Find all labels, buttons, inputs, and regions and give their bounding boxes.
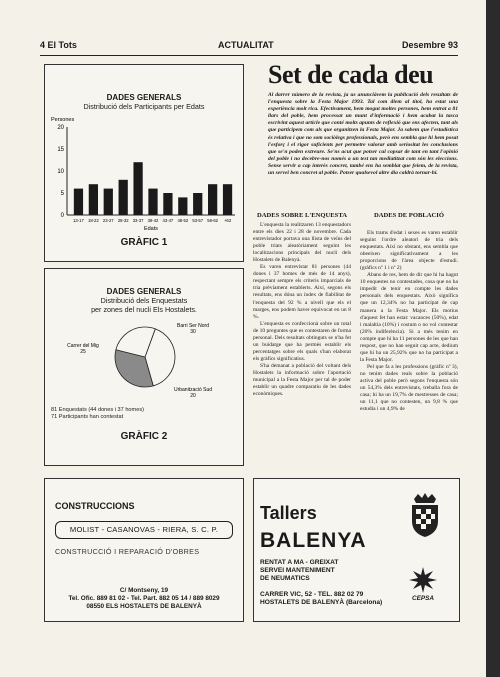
chart1-bar — [208, 184, 217, 215]
chart1-x-tick-label: 43-47 — [162, 218, 174, 223]
section-title: ACTUALITAT — [218, 40, 274, 50]
chart2-slice-label: Barri Ser Nord 30 — [177, 323, 209, 335]
ad2-title-2: BALENYA — [260, 529, 367, 552]
ad1-phones: Tel. Ofic. 889 81 02 - Tel. Part. 882 05 14 / 889 8029 — [68, 595, 220, 602]
column-2-heading: DADES DE POBLACIÓ — [374, 212, 444, 219]
ad1-title: CONSTRUCCIONS — [55, 501, 135, 511]
column-2-paragraph: Pel que fa a les professions (gràfic nº 3), no tenim dades reals sobre la població activa del poble però segons l'enquesta són un 54,3% dels entrevistats, treballa fora de casa; hi ha un 19,7% de mestresses de casa; un 11,1 que no contesten, un 9,8 % que estudia i un 4,9% de — [360, 363, 458, 413]
chart2-note-2: 71 Participants han contestat — [51, 414, 124, 420]
ad1-address: C/ Montseny, 19 — [119, 587, 169, 594]
chart1-bar — [163, 193, 172, 215]
chart1-y-tick-label: 15 — [57, 147, 64, 153]
chart2-note-1: 81 Enquestats (44 dones i 37 homes) — [51, 407, 144, 413]
cepsa-label: CEPSA — [411, 595, 435, 602]
ad1-contact — [45, 587, 243, 611]
chart1-bar — [119, 180, 128, 215]
chart2-slice-label: Carrer del Mig 25 — [67, 343, 99, 355]
article-column-1 — [253, 212, 351, 398]
article-headline: Set de cada deu — [268, 60, 434, 89]
chart1-x-tick-label: 48-52 — [177, 218, 189, 223]
chart2-box — [44, 268, 244, 466]
chart1-x-tick-label: 18-22 — [88, 218, 99, 223]
ad1-company-box — [55, 521, 233, 539]
chart1-subtitle: Distribució dels Participants per Edats — [83, 102, 205, 111]
article-column-2 — [360, 212, 458, 413]
chart2-slice-label: Urbanització Sud 20 — [173, 387, 213, 399]
chart1-bar — [133, 162, 142, 215]
chart1-x-tick-label: 53-57 — [192, 218, 204, 223]
page-header — [40, 40, 458, 54]
ad1-service: CONSTRUCCIÓ I REPARACIÓ D'OBRES — [55, 547, 200, 556]
chart1-x-tick-label: 58-62 — [207, 218, 218, 223]
coat-of-arms-icon — [408, 493, 442, 537]
column-1-heading: DADES SOBRE L'ENQUESTA — [256, 212, 348, 219]
column-2-paragraph: Abans de res, hem de dir que hi ha hagut 10 enquestes no contestades, cosa que no ha impedit de tenir en compte les dades personals dels enquestats. Això significa que un 12,34% no ha participat de cap manera a la Festa Major. Els motius d'aquest fet han estat: vacances (50%), edat i malaltia (10%) i costum o no vol contestar (20% indiferència). Si a més tenim en compte que hi ha 11 persones de les que han respost, que no han seguit cap acte, dedium que hi ha un 25,92% que no ha participat a la Festa Major. — [360, 272, 458, 363]
chart1-bar — [104, 189, 113, 215]
page-number: 4 El Tots — [40, 40, 77, 50]
chart1-x-tick-label: 23-27 — [102, 218, 114, 223]
ad2-address: CARRER VIC, 52 - TEL. 882 02 79 — [260, 591, 364, 598]
ad1-company: MOLIST - CASANOVAS - RIERA, S. C. P. — [69, 525, 219, 534]
chart1-y-tick-label: 0 — [60, 213, 64, 219]
column-1-paragraph: Es varen entrevistar 81 persones (44 dones i 37 homes de més de 14 anys), respectant sempre els criteris imparcials de tria prèviament establerts. Així, segons els resultats, ens dóna un índex de fiabilitat de l'enquesta del 92 % a nivell que els el marges, ens podem haver equivocat en un 8 %. — [253, 264, 351, 320]
chart1-x-label: Edats — [143, 226, 159, 232]
header-rule — [40, 55, 458, 56]
chart1-x-tick-label: 13-17 — [73, 218, 84, 223]
chart1-bar — [74, 189, 83, 215]
chart1-caption: GRÀFIC 1 — [120, 237, 168, 248]
chart1-bar — [89, 184, 98, 215]
chart1-svg — [45, 115, 243, 245]
chart1-bar — [193, 193, 202, 215]
chart1-y-tick-label: 10 — [57, 169, 64, 175]
column-1-paragraph: L'enquesta la realitzaren 13 enquestadors entre els dies 22 i 28 de novembre. Cada entrevistador portava una llista de veïns del poble triats aleatòriament seguint les localitzacions principals del nucli dels Hostalets de Balenyà. — [253, 222, 351, 264]
chart1-x-tick-label: 33-37 — [132, 218, 144, 223]
cepsa-logo-icon — [406, 565, 440, 595]
article-lead: Al darrer número de la revista, ja us anunciàvem la publicació dels resultats de l'enquesta sobre la Festa Major 1993. Tal com diem al títol, ha estat una experiència molt rica. Efectivament, hem mogut moltes persones, hem entrat a 81 llars del poble, hem processat un munt d'informació i hem acabat la tasca escrivint aquest article que conté molts apunts de reflexió que ens afecten, tant als que participem com als que organitzen la Festa Major. Ja sabem que l'estadística és relativa i que no som sociòlegs professionals, però ens sembla que hi hem posat l'esforç i el rigor suficients per permetre valorar amb seriositat les conclusions que se'n poden extreure. Se'ns acut que potser cal copsar de tant en tant l'opinió del poble i no decebre-nos només a un test tan mediatitzat com són les eleccions. Sense servir a cap interès concret, també ens ha semblat que feiem, de la revista, un servei ben concret al poble. Potser qualsevol altre dia caldrà tornar-hi. — [268, 92, 458, 177]
ad2-line-2: SERVEI MANTENIMENT — [260, 567, 335, 575]
chart1-y-tick-label: 20 — [57, 125, 64, 131]
chart1-x-tick-label: 28-32 — [117, 218, 129, 223]
chart1-title: DADES GENERALS — [106, 93, 182, 102]
ad2-line-1: RENTAT A MA - GREIXAT — [260, 559, 339, 566]
ad2-line-3: DE NEUMATICS — [260, 575, 310, 583]
column-2-paragraph: Els trams d'edat i sexes es varen establir seguint l'ordre aleatori de tria dels enquestats. Així no obstant, ens sembla que obeeixen significativament a les proporcions de l'àrea objecte d'estudi. (gràfics nº 1 i nº 2) — [360, 230, 458, 272]
chart2-subtitle-2: per zones del nucli Els Hostalets. — [91, 305, 197, 314]
chart1-y-label: Persones — [51, 117, 75, 123]
ad2-city: HOSTALETS DE BALENYÀ (Barcelona) — [260, 599, 383, 607]
ad2-contact — [260, 591, 382, 607]
column-1-paragraph: S'ha demanat a població del voltant dels Hostalets la informació sobre l'aportació municipal a la Festa Major per tal de poder establir un quadre comparatiu de les dades econòmiques. — [253, 362, 351, 398]
chart1-bar — [148, 189, 157, 215]
chart1-x-tick-label: 38-42 — [147, 218, 159, 223]
chart2-title: DADES GENERALS — [106, 287, 182, 296]
chart1-y-tick-label: 5 — [60, 191, 64, 197]
chart1-box — [44, 64, 244, 262]
issue-date: Desembre 93 — [401, 40, 458, 50]
ad1-city: 08550 ELS HOSTALETS DE BALENYÀ — [86, 603, 202, 610]
page-edge-bar — [486, 0, 500, 677]
chart1-bar — [223, 184, 232, 215]
chart2-caption: GRÀFIC 2 — [120, 431, 168, 442]
chart2-svg — [45, 313, 243, 403]
tallers-balenya-ad — [253, 478, 460, 622]
chart2-notes — [51, 407, 144, 421]
chart2-subtitle: Distribució dels Enquestats — [100, 296, 188, 305]
construccions-ad — [44, 478, 244, 622]
chart1-x-tick-label: +63 — [223, 218, 232, 223]
ad2-title-1: Tallers — [260, 503, 317, 523]
ad2-services — [260, 559, 338, 584]
chart1-bar — [178, 197, 187, 215]
column-1-paragraph: L'enquesta es confeccionà sobre un total de 10 preguntes que es contestaren de forma personal. Dels resultats obtinguts se n'ha fet un buidatge que ha permès establir els percentatges sobre els quals s'han elaborat els gràfics significatius. — [253, 320, 351, 362]
